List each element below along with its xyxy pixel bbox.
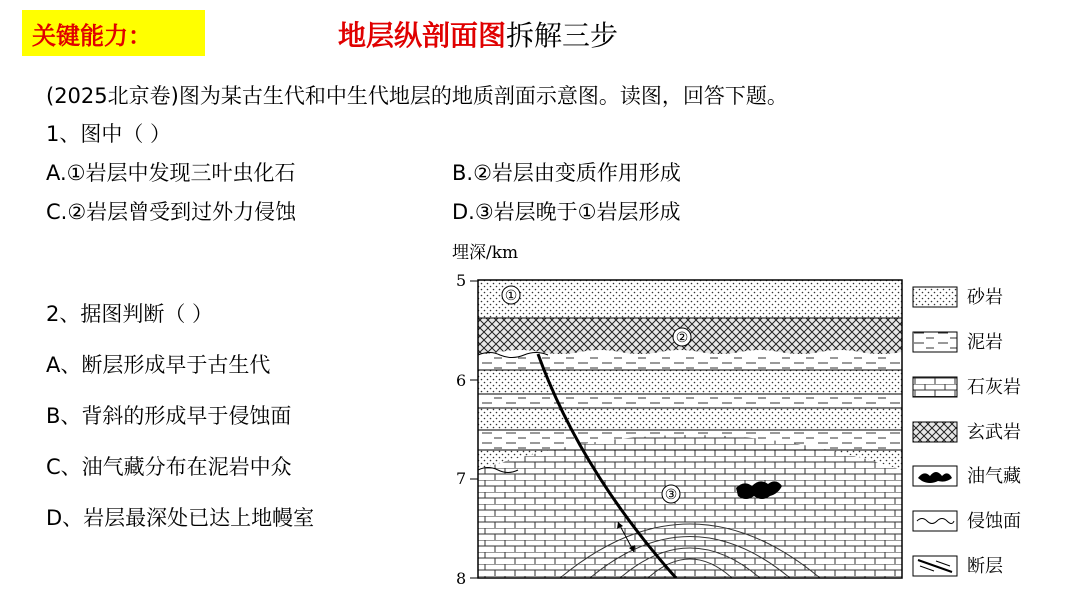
q2-stem: 2、据图判断（ ） — [46, 302, 214, 326]
layer-3-limestone — [478, 435, 902, 578]
tick-7: 7 — [456, 469, 467, 488]
legend-sandstone: 砂岩 — [967, 287, 1003, 308]
key-ability-badge: 关键能力： — [22, 10, 205, 56]
layer-label-3: ③ — [664, 487, 678, 503]
legend-limestone: 石灰岩 — [967, 377, 1021, 398]
title-highlight: 地层纵剖面图 — [338, 19, 507, 52]
q1-option-d: D.③岩层晚于①岩层形成 — [452, 200, 681, 224]
tick-5: 5 — [456, 271, 467, 290]
layer-1-sandstone — [478, 280, 902, 320]
question-intro: (2025北京卷)图为某古生代和中生代地层的地质剖面示意图。读图，回答下题。 — [46, 84, 788, 108]
q2-option-b: B、背斜的形成早于侵蚀面 — [46, 404, 292, 428]
q2-option-c: C、油气藏分布在泥岩中众 — [46, 455, 292, 479]
q1-option-c: C.②岩层曾受到过外力侵蚀 — [46, 200, 297, 224]
title-rest: 拆解三步 — [506, 19, 619, 52]
axis-label: 埋深/km — [452, 243, 519, 263]
mudstone-stratum — [478, 394, 902, 408]
legend-oil-gas: 油气藏 — [967, 466, 1021, 487]
q2-option-d: D、岩层最深处已达上地幔室 — [46, 506, 315, 530]
tick-6: 6 — [456, 371, 467, 390]
legend-mudstone: 泥岩 — [967, 332, 1003, 353]
layer-label-1: ① — [504, 288, 518, 304]
legend-fault: 断层 — [967, 556, 1003, 577]
sandstone-stratum — [478, 408, 902, 430]
q1-option-b: B.②岩层由变质作用形成 — [452, 161, 681, 185]
tick-8: 8 — [456, 569, 467, 588]
q2-option-a: A、断层形成早于古生代 — [46, 353, 271, 377]
sandstone-stratum — [478, 370, 902, 394]
legend — [913, 287, 1021, 577]
layer-label-2: ② — [675, 330, 689, 346]
q1-option-a: A.①岩层中发现三叶虫化石 — [46, 161, 296, 185]
legend-erosion-surface: 侵蚀面 — [967, 511, 1021, 532]
legend-basalt: 玄武岩 — [967, 422, 1021, 443]
q1-stem: 1、图中（ ） — [46, 122, 172, 146]
